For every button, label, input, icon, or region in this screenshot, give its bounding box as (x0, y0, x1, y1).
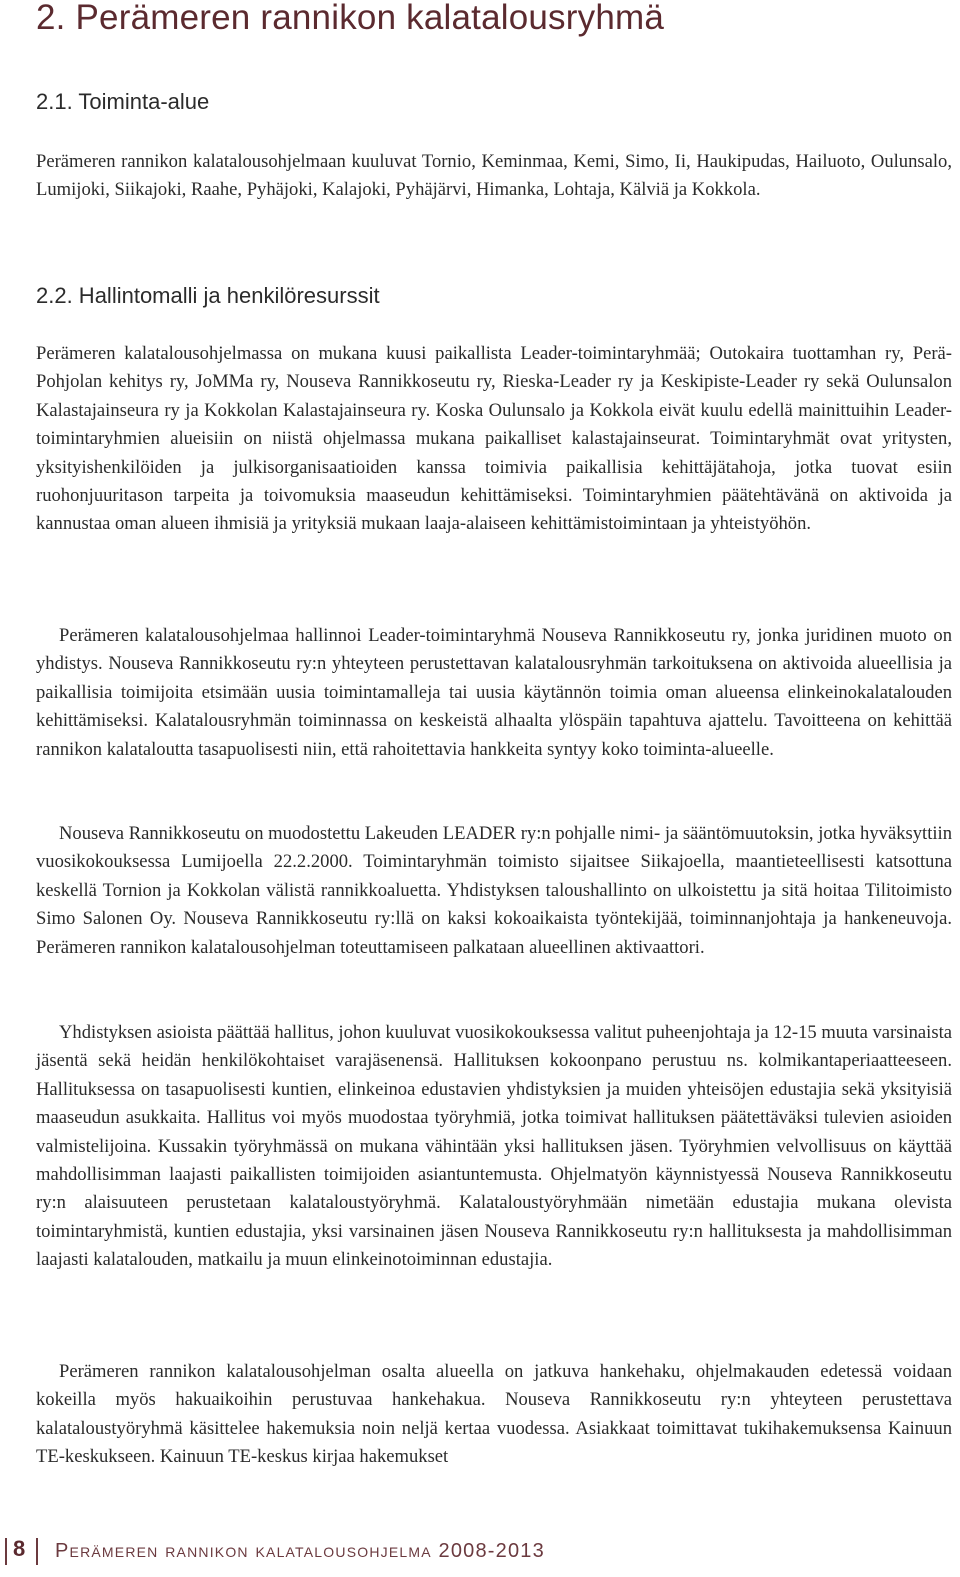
chapter-title: 2. Perämeren rannikon kalatalousryhmä (36, 0, 665, 37)
section-title-hallintomalli: 2.2. Hallintomalli ja henkilöresurssit (36, 283, 380, 308)
footer-divider (5, 1538, 7, 1565)
page-number: 8 (13, 1536, 26, 1561)
section-title-toiminta-alue: 2.1. Toiminta-alue (36, 89, 210, 114)
paragraph: Perämeren kalatalousohjelmassa on mukana kuusi paikallista Leader-toimintaryhmää; Outokaira tuottamhan ry, Perä-Pohjolan kehitys ry, JoMMa ry, Nouseva Rannikkoseutu ry, Rieska-Leader ry ja Keskipiste-Leader ry sekä Oulunsalon Kalastajainseura ry ja Kokkolan Kalastajainseura ry. Koska Oulunsalo ja Kokkola eivät kuulu edellä mainittuihin Leader-toimintaryhmien alueisiin on niistä ohjelmassa mukana paikalliset kalastajainseurat. Toimintaryhmät ovat yritysten, yksityishenkilöiden ja julkisorganisaatioiden kanssa toimivia paikallisia kehittäjätahoja, jotka tuovat esiin ruohonjuuritason tarpeita ja toivomuksia maaseudun kehittämiseksi. Toimintaryhmien päätehtävänä on aktivoida ja kannustaa oman alueen ihmisiä ja yrityksiä mukaan laaja-alaiseen kehittämistoimintaan ja yhteistyöhön. (36, 343, 952, 535)
paragraph: Perämeren rannikon kalatalousohjelman osalta alueella on jatkuva hankehaku, ohjelmakauden edetessä voidaan kokeilla myös hakuaikoihin perustuvaa hankehakua. Nouseva Rannikkoseutu ry:n yhteyteen perustettava kalataloustyöryhmä käsittelee hakemuksia noin neljä kertaa vuodessa. Asiakkaat toimittavat tukihakemuksensa Kainuun TE-keskukseen. Kainuun TE-keskus kirjaa hakemukset (36, 1361, 952, 1468)
paragraph: Perämeren kalatalousohjelmaa hallinnoi Leader-toimintaryhmä Nouseva Rannikkoseutu ry, jonka juridinen muoto on yhdistys. Nouseva Rannikkoseutu ry:n yhteyteen perustettavan kalatalousryhmän tarkoituksena on aktivoida alueellisia ja paikallisia toimijoita etsimään uusia toimintamalleja tai uusia käytännön toimia oman alueensa elinkeinokalatalouden kehittämiseksi. Kalatalousryhmän toiminnassa on keskeistä alhaalta ylöspäin tapahtuva ajattelu. Tavoitteena on kehittää rannikon kalataloutta tasapuolisesti niin, että rahoitettavia hankkeita syntyy koko toiminta-alueelle. (36, 625, 952, 760)
footer-publication-title: Perämeren rannikon kalatalousohjelma 2008-2013 (55, 1540, 545, 1562)
page-footer (0, 1534, 960, 1568)
paragraph: Perämeren rannikon kalatalousohjelmaan kuuluvat Tornio, Keminmaa, Kemi, Simo, Ii, Haukipudas, Hailuoto, Oulunsalo, Lumijoki, Siikajoki, Raahe, Pyhäjoki, Kalajoki, Pyhäjärvi, Himanka, Lohtaja, Kälviä ja Kokkola. (36, 151, 952, 201)
paragraph: Yhdistyksen asioista päättää hallitus, johon kuuluvat vuosikokouksessa valitut puheenjohtaja ja 12-15 muuta varsinaista jäsentä sekä heidän henkilökohtaiset varajäsenensä. Hallituksen kokoonpano perustuu ns. kolmikantaperiaatteeseen. Hallituksessa on tasapuolisesti kuntien, elinkeinoa edustavien yhdistyksien ja muiden yhteisöjen edustajia sekä yksityisiä maaseudun asukkaita. Hallitus voi myös muodostaa työryhmiä, jotka toimivat hallituksen päätettäväksi tulevien asioiden valmistelijoina. Kussakin työryhmässä on mukana vähintään yksi hallituksen jäsen. Työryhmien velvollisuus on käyttää mahdollisimman laajasti paikallisten toimijoiden asiantuntemusta. Ohjelmatyön käynnistyessä Nouseva Rannikkoseutu ry:n alaisuuteen perustetaan kalataloustyöryhmä. Kalataloustyöryhmään nimetään edustajia mukana olevista toimintaryhmistä, kuntien edustajia, yksi varsinainen jäsen Nouseva Rannikkoseutu ry:n hallituksesta ja mahdollisimman laajasti kalatalouden, matkailu ja muun elinkeinotoiminnan edustajia. (36, 1022, 952, 1271)
footer-divider (36, 1538, 38, 1565)
paragraph: Nouseva Rannikkoseutu on muodostettu Lakeuden LEADER ry:n pohjalle nimi- ja sääntömuutoksin, jotka hyväksyttiin vuosikokouksessa Lumijoella 22.2.2000. Toimintaryhmän toimisto sijaitsee Siikajoella, maantieteellisesti katsottuna keskellä Tornion ja Kokkolan välistä rannikkoaluetta. Yhdistyksen taloushallinto on ulkoistettu ja sitä hoitaa Tilitoimisto Simo Salonen Oy. Nouseva Rannikkoseutu ry:llä on kaksi kokoaikaista työntekijää, toiminnanjohtaja ja hankeneuvoja. Perämeren rannikon kalatalousohjelman toteuttamiseen palkataan alueellinen aktivaattori. (36, 823, 952, 958)
